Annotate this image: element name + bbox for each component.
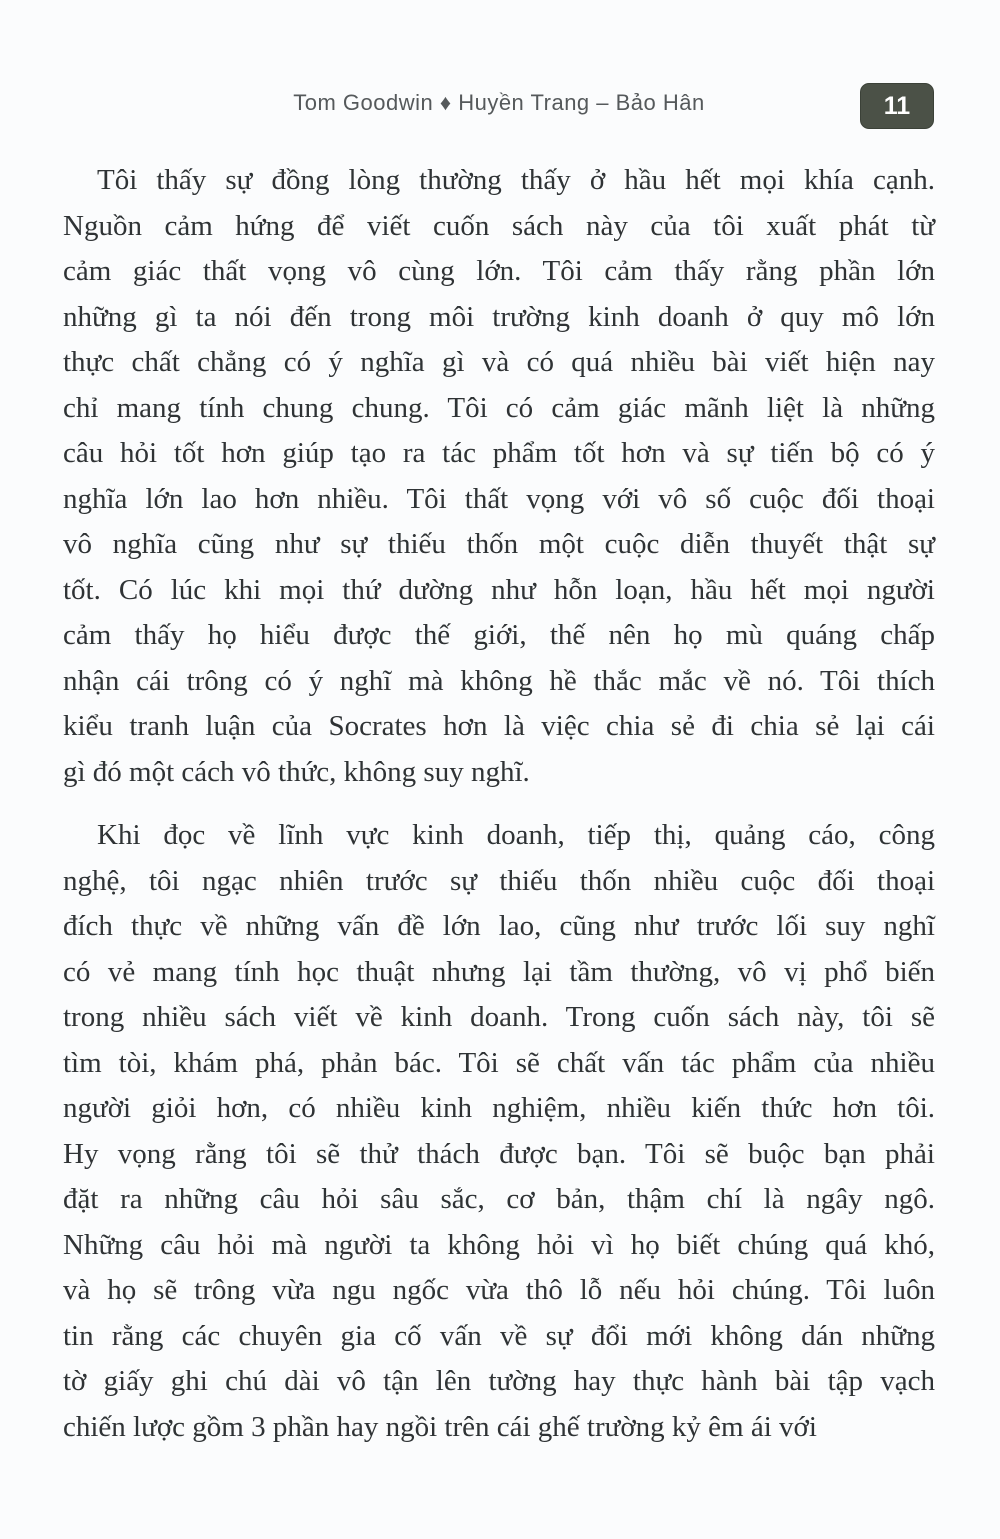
text-line: câu hỏi tốt hơn giúp tạo ra tác phẩm tốt hơn và sự tiến bộ có ý [63,437,935,469]
text-line: thực chất chẳng có ý nghĩa gì và có quá nhiều bài viết hiện nay [63,346,935,378]
text-line: Khi đọc về lĩnh vực kinh doanh, tiếp thị, quảng cáo, công [97,819,935,851]
text-line: cảm thấy họ hiểu được thế giới, thế nên họ mù quáng chấp [63,619,935,651]
page-number-badge: 11 [860,83,934,129]
text-line: và họ sẽ trông vừa ngu ngốc vừa thô lỗ nếu hỏi chúng. Tôi luôn [63,1274,935,1306]
paragraph [63,813,935,1450]
text-line: vô nghĩa cũng như sự thiếu thốn một cuộc diễn thuyết thật sự [63,528,935,560]
text-line: Hy vọng rằng tôi sẽ thử thách được bạn. Tôi sẽ buộc bạn phải [63,1137,935,1170]
text-line: Nguồn cảm hứng để viết cuốn sách này của tôi xuất phát từ [63,209,935,242]
text-line: tìm tòi, khám phá, phản bác. Tôi sẽ chất vấn tác phẩm của nhiều [63,1046,935,1079]
text-line: tờ giấy ghi chú dài vô tận lên tường hay thực hành bài tập vạch [63,1365,935,1397]
text-line: cảm giác thất vọng vô cùng lớn. Tôi cảm thấy rằng phần lớn [63,255,935,287]
text-line: kiểu tranh luận của Socrates hơn là việc chia sẻ đi chia sẻ lại cái [63,710,935,742]
text-line: đích thực về những vấn đề lớn lao, cũng như trước lối suy nghĩ [63,910,935,942]
text-line: chỉ mang tính chung chung. Tôi có cảm giác mãnh liệt là những [63,391,935,424]
text-line: đặt ra những câu hỏi sâu sắc, cơ bản, thậm chí là ngây ngô. [63,1183,935,1215]
text-line: người giỏi hơn, có nhiều kinh nghiệm, nhiều kiến thức hơn tôi. [63,1092,935,1124]
text-line: nghệ, tôi ngạc nhiên trước sự thiếu thốn nhiều cuộc đối thoại [63,864,935,897]
running-head-author-line: Tom Goodwin ♦ Huyền Trang – Bảo Hân [293,90,705,115]
text-line: nhận cái trông có ý nghĩ mà không hề thắc mắc về nó. Tôi thích [63,664,935,697]
text-line: có vẻ mang tính học thuật nhưng lại tầm thường, vô vị phổ biến [63,955,935,988]
text-line: Những câu hỏi mà người ta không hỏi vì họ biết chúng quá khó, [63,1228,935,1261]
text-line: Tôi thấy sự đồng lòng thường thấy ở hầu hết mọi khía cạnh. [97,164,935,196]
text-line: tin rằng các chuyên gia cố vấn về sự đổi mới không dán những [63,1319,935,1352]
text-line: chiến lược gồm 3 phần hay ngồi trên cái ghế trường kỷ êm ái với [63,1410,817,1443]
text-line: tốt. Có lúc khi mọi thứ dường như hỗn loạn, hầu hết mọi người [63,573,935,606]
text-line: gì đó một cách vô thức, không suy nghĩ. [63,755,530,788]
text-line: những gì ta nói đến trong môi trường kinh doanh ở quy mô lớn [63,300,935,333]
page-body-text [63,158,935,1450]
text-line: nghĩa lớn lao hơn nhiều. Tôi thất vọng với vô số cuộc đối thoại [63,482,935,515]
paragraph [63,158,935,795]
text-line: trong nhiều sách viết về kinh doanh. Trong cuốn sách này, tôi sẽ [63,1001,935,1033]
